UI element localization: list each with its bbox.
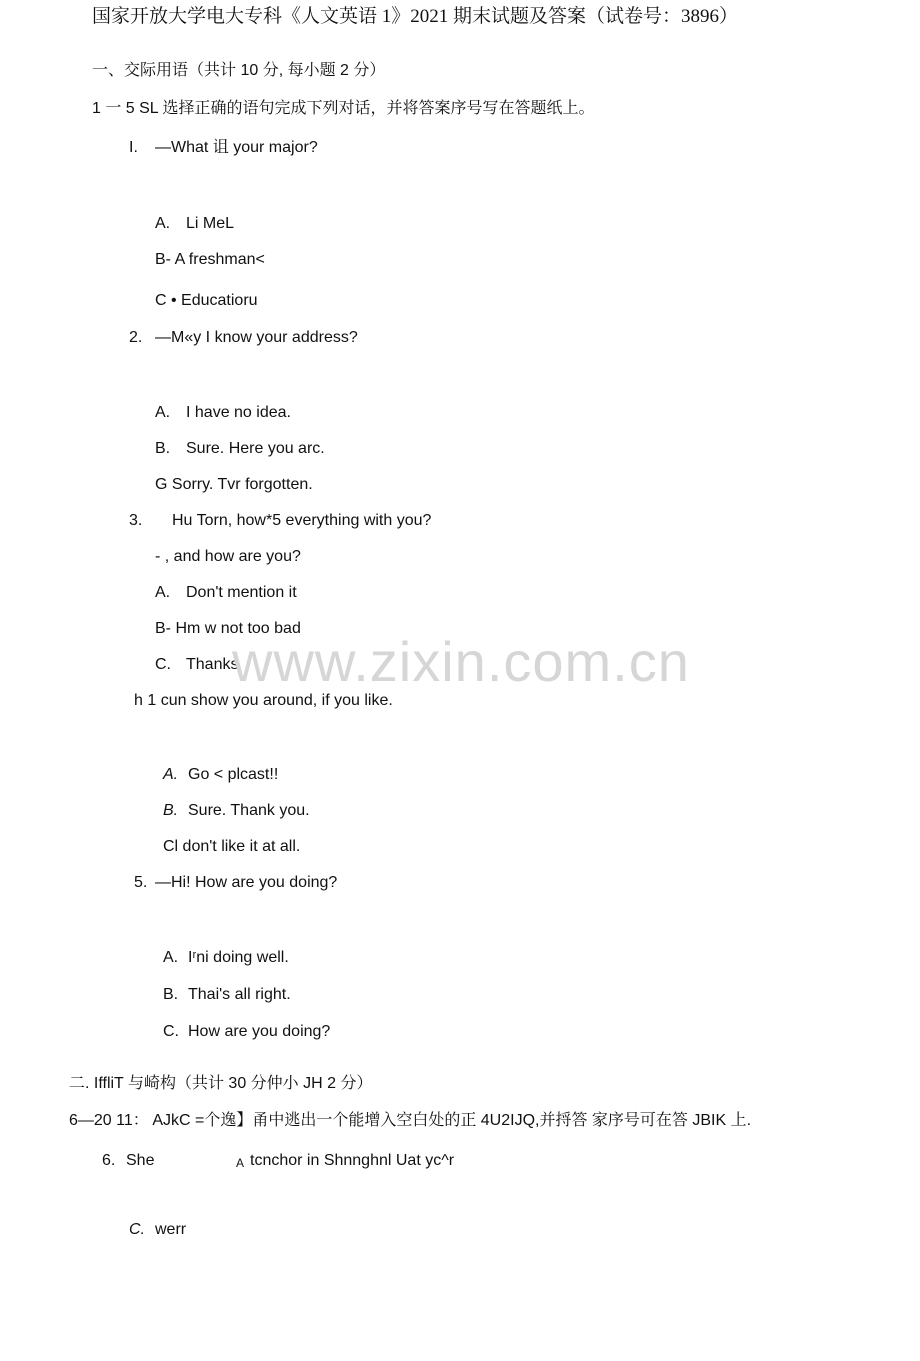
q2-option-a: I have no idea. bbox=[186, 404, 291, 421]
q4-text: h 1 cun show you around, if you like. bbox=[134, 692, 393, 709]
q3-option-a-letter: A. bbox=[155, 584, 171, 601]
q3-option-a: Don't mention it bbox=[186, 584, 297, 601]
q1-option-a: Li MeL bbox=[186, 215, 235, 232]
q6-word: She bbox=[126, 1152, 155, 1169]
q2-option-a-letter: A. bbox=[155, 404, 171, 421]
q5-option-b-letter: B. bbox=[163, 986, 179, 1003]
q3-option-c: Thanks bbox=[186, 656, 239, 673]
q6-number: 6. bbox=[102, 1152, 116, 1169]
section1-instruction: 1 一 5 SL 选择正确的语句完成下列对话，并将答案序号写在答题纸上。 bbox=[92, 100, 595, 117]
q5-option-c: How are you doing? bbox=[188, 1023, 331, 1040]
q2-option-b-letter: B. bbox=[155, 440, 171, 457]
q5-option-c-letter: C. bbox=[163, 1023, 179, 1040]
page-title: 国家开放大学电大专科《人文英语 1》2021 期末试题及答案（试卷号：3896） bbox=[92, 6, 739, 27]
q6-option-c: werr bbox=[155, 1221, 187, 1238]
q4-option-a: Go < plcast!! bbox=[188, 766, 279, 783]
q4-option-a-letter: A. bbox=[163, 766, 179, 783]
q2-option-c: G Sorry. Tvr forgotten. bbox=[155, 476, 313, 493]
q3-option-c-letter: C. bbox=[155, 656, 171, 673]
q5-option-a-letter: A. bbox=[163, 949, 179, 966]
q1-text: —What 诅 your major? bbox=[155, 139, 318, 156]
watermark: www.zixin.com.cn bbox=[232, 630, 690, 693]
q6-option-a-letter: A bbox=[236, 1156, 245, 1170]
section2-instruction: 6—20 11： AJkC =个逸】甬中逃出一个能增入空白处的正 4U2IJQ,并捋答 家序号可在答 JBIK 上. bbox=[69, 1112, 752, 1129]
q1-option-b: B- A freshman< bbox=[155, 251, 265, 268]
q2-option-b: Sure. Here you arc. bbox=[186, 440, 325, 457]
q6-text: tcnchor in Shnnghnl Uat yc^r bbox=[250, 1152, 455, 1169]
q2-text: —M«y I know your address? bbox=[155, 329, 358, 346]
q5-number: 5. bbox=[134, 874, 148, 891]
q1-option-c: C • Educatioru bbox=[155, 292, 258, 309]
q1-option-a-letter: A. bbox=[155, 215, 171, 232]
q4-option-b-letter: B. bbox=[163, 802, 179, 819]
q5-option-b: Thai's all right. bbox=[188, 986, 291, 1003]
q6-option-c-letter: C. bbox=[129, 1221, 145, 1238]
q4-option-c: Cl don't like it at all. bbox=[163, 838, 301, 855]
q3-line2: - , and how are you? bbox=[155, 548, 301, 565]
q5-option-a: Iʳni doing well. bbox=[188, 949, 289, 966]
q3-option-b: B- Hm w not too bad bbox=[155, 620, 301, 637]
q3-number: 3. bbox=[129, 512, 143, 529]
q2-number: 2. bbox=[129, 329, 143, 346]
q5-text: —Hi! How are you doing? bbox=[155, 874, 338, 891]
q1-number: I. bbox=[129, 139, 138, 156]
section2-heading: 二. IffliT 与崎构（共计 30 分仲小 JH 2 分） bbox=[69, 1075, 373, 1092]
q3-text: Hu Torn, how*5 everything with you? bbox=[172, 512, 432, 529]
section1-heading: 一、交际用语（共计 10 分, 每小题 2 分） bbox=[92, 62, 386, 79]
q4-option-b: Sure. Thank you. bbox=[188, 802, 310, 819]
